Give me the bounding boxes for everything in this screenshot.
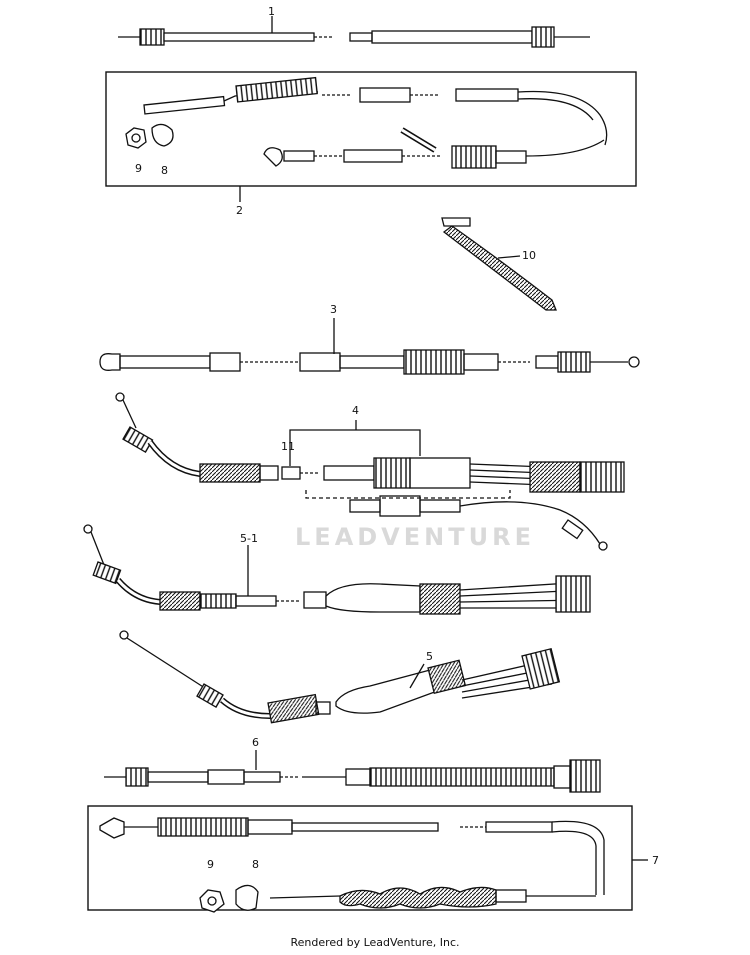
part-8-clip-top bbox=[152, 124, 173, 146]
part-7-box bbox=[88, 806, 632, 910]
bracket-4 bbox=[290, 430, 420, 456]
part-8-clip-bottom bbox=[236, 885, 258, 910]
callout-1: 1 bbox=[268, 5, 275, 18]
part-2-box bbox=[106, 72, 636, 186]
callout-5: 5 bbox=[426, 650, 433, 663]
part-6-tachometer-cable bbox=[104, 760, 600, 792]
part-3-cable bbox=[100, 350, 639, 374]
callout-2: 2 bbox=[236, 204, 243, 217]
callout-11: 11 bbox=[281, 440, 295, 453]
callout-6: 6 bbox=[252, 736, 259, 749]
callout-3: 3 bbox=[330, 303, 337, 316]
callout-8-bottom: 8 bbox=[252, 858, 259, 871]
watermark-text: LEADVENTURE bbox=[295, 523, 535, 551]
part-1-speedometer-cable bbox=[118, 27, 590, 47]
part-10-strap bbox=[442, 218, 556, 310]
part-5-throttle-cable bbox=[120, 631, 559, 723]
callout-5-1: 5-1 bbox=[240, 532, 258, 545]
callout-9-bottom: 9 bbox=[207, 858, 214, 871]
callout-10: 10 bbox=[522, 249, 536, 262]
footer-credit: Rendered by LeadVenture, Inc. bbox=[290, 936, 460, 949]
part-9-nut-top bbox=[126, 128, 146, 148]
callout-7: 7 bbox=[652, 854, 659, 867]
part-9-nut-bottom bbox=[200, 890, 224, 912]
leader-line bbox=[498, 256, 520, 258]
callout-4: 4 bbox=[352, 404, 359, 417]
callout-8-top: 8 bbox=[161, 164, 168, 177]
callout-9-top: 9 bbox=[135, 162, 142, 175]
